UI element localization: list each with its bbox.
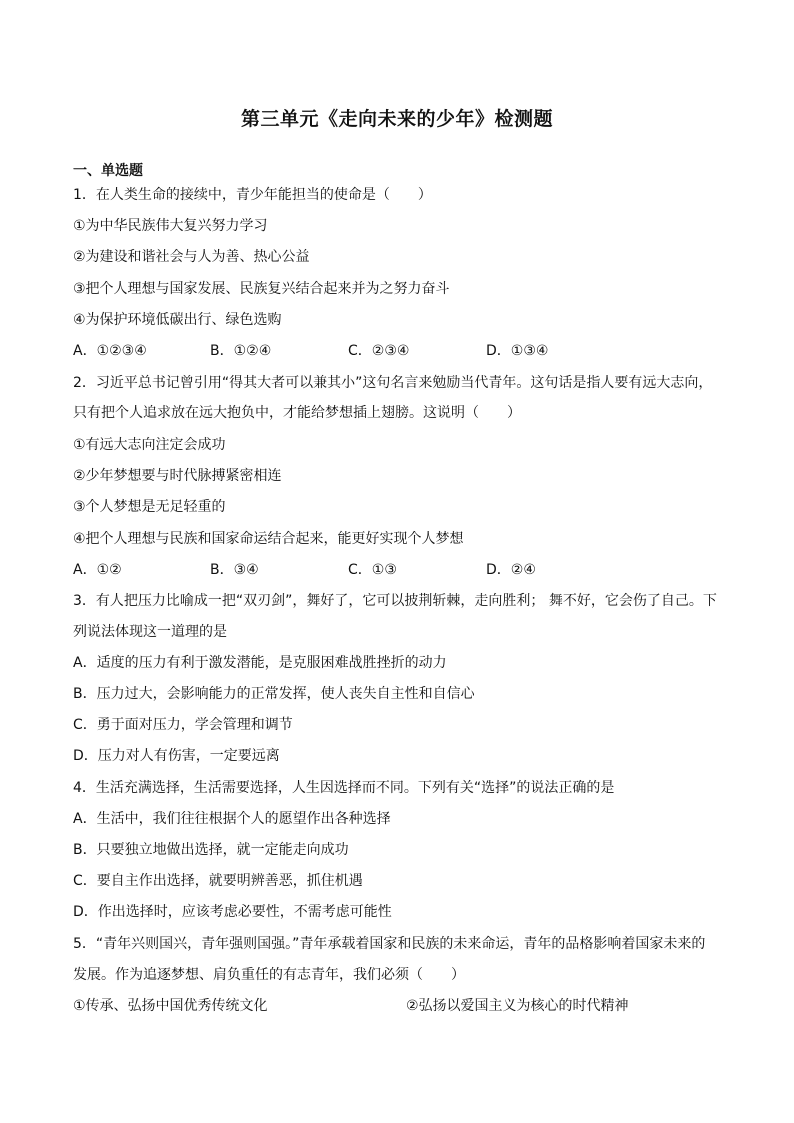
page-title: 第三单元《走向未来的少年》检测题 <box>240 108 553 130</box>
question-3-stem-line-1: 3．有人把压力比喻成一把“双刃剑”，舞好了，它可以披荆斩棘，走向胜利； 舞不好，它会伤了自己。下 <box>73 593 717 609</box>
question-4-option-d: D．作出选择时，应该考虑必要性，不需考虑可能性 <box>73 904 392 920</box>
question-4-option-a: A．生活中，我们往往根据个人的愿望作出各种选择 <box>73 811 391 827</box>
question-1-stem: 1．在人类生命的接续中，青少年能担当的使命是（ ） <box>73 187 432 203</box>
question-5-item-1: ①传承、弘扬中国优秀传统文化 <box>73 998 268 1014</box>
question-2-option-d: D．②④ <box>486 562 536 578</box>
question-2-stem-line-2: 只有把个人追求放在远大抱负中，才能给梦想插上翅膀。这说明（ ） <box>73 405 521 421</box>
question-4-stem: 4．生活充满选择，生活需要选择，人生因选择而不同。下列有关“选择”的说法正确的是 <box>73 780 615 796</box>
question-1-option-c: C．②③④ <box>348 343 410 359</box>
question-2-option-c: C．①③ <box>348 562 397 578</box>
question-5-item-2: ②弘扬以爱国主义为核心的时代精神 <box>406 998 629 1014</box>
question-4-option-c: C．要自主作出选择，就要明辨善恶，抓住机遇 <box>73 873 363 889</box>
question-3-option-c: C．勇于面对压力，学会管理和调节 <box>73 717 293 733</box>
question-3-stem-line-2: 列说法体现这一道理的是 <box>73 624 227 640</box>
question-1-item-3: ③把个人理想与国家发展、民族复兴结合起来并为之努力奋斗 <box>73 281 450 297</box>
question-3-option-b: B．压力过大，会影响能力的正常发挥，使人丧失自主性和自信心 <box>73 686 475 702</box>
question-1-option-d: D．①③④ <box>486 343 549 359</box>
question-3-option-d: D．压力对人有伤害，一定要远离 <box>73 748 280 764</box>
question-2-item-1: ①有远大志向注定会成功 <box>73 437 226 453</box>
question-2-item-2: ②少年梦想要与时代脉搏紧密相连 <box>73 468 282 484</box>
question-5-stem-line-2: 发展。作为追逐梦想、肩负重任的有志青年，我们必须（ ） <box>73 967 465 983</box>
question-2-option-b: B．③④ <box>210 562 259 578</box>
question-2-item-4: ④把个人理想与民族和国家命运结合起来，能更好实现个人梦想 <box>73 531 464 547</box>
question-1-item-1: ①为中华民族伟大复兴努力学习 <box>73 218 268 234</box>
question-1-item-4: ④为保护环境低碳出行、绿色选购 <box>73 312 282 328</box>
question-1-option-a: A．①②③④ <box>73 343 147 359</box>
question-2-option-a: A．①② <box>73 562 122 578</box>
question-1-option-b: B．①②④ <box>210 343 272 359</box>
question-2-stem-line-1: 2．习近平总书记曾引用“得其大者可以兼其小”这句名言来勉励当代青年。这句话是指人要有远大志向， <box>73 375 713 391</box>
question-4-option-b: B．只要独立地做出选择，就一定能走向成功 <box>73 842 349 858</box>
section-heading: 一、单选题 <box>73 163 143 179</box>
question-3-option-a: A．适度的压力有利于激发潜能，是克服困难战胜挫折的动力 <box>73 655 447 671</box>
question-2-item-3: ③个人梦想是无足轻重的 <box>73 499 226 515</box>
question-5-stem-line-1: 5．“青年兴则国兴，青年强则国强。”青年承载着国家和民族的未来命运，青年的品格影响着国家未来的 <box>73 936 706 952</box>
question-1-item-2: ②为建设和谐社会与人为善、热心公益 <box>73 249 310 265</box>
